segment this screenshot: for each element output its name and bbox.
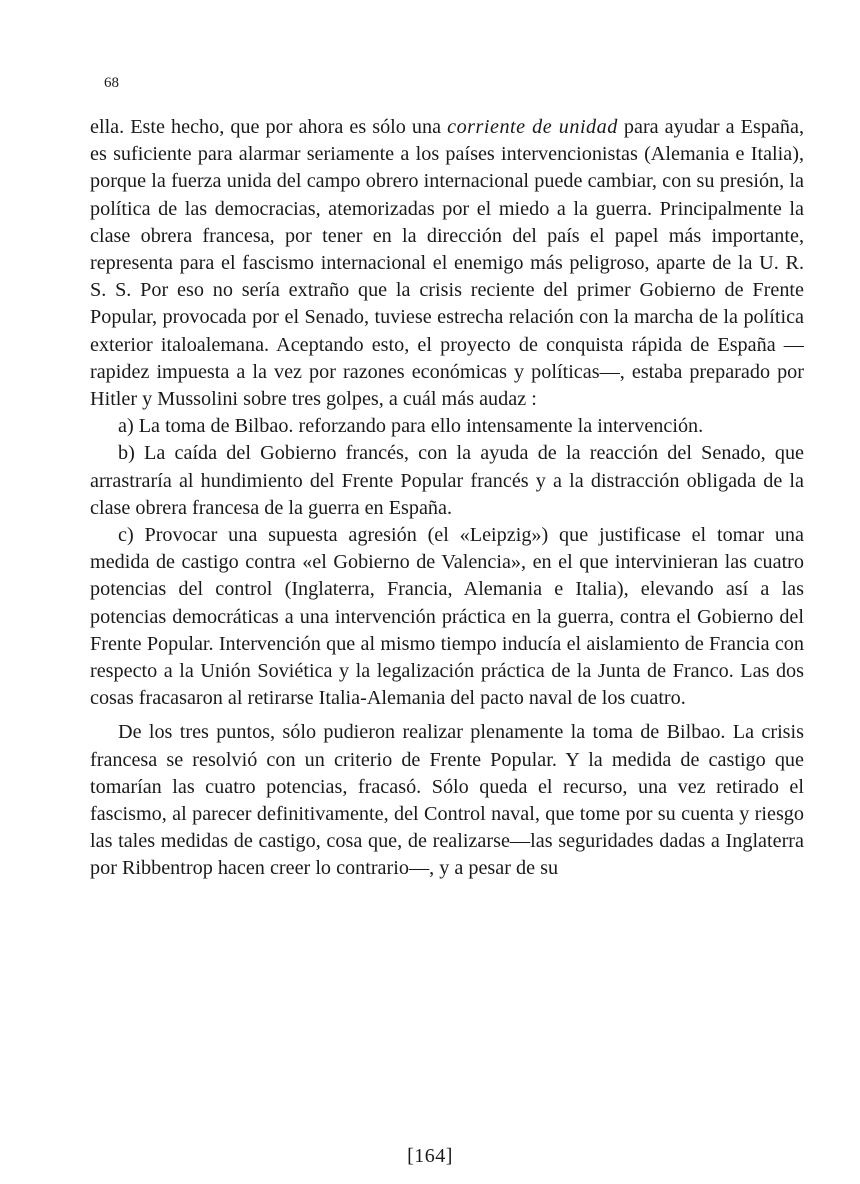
paragraph-intro-end: para ayudar a España, es suficiente para alarmar seriamente a los países intervencionistas (Alemania e Italia), porque la fuerza unida del campo obrero internacional puede cambiar, con su presión, la política de las democracias, atemorizadas por el miedo a la guerra. Principalmente la clase obrera francesa, por tener en la dirección del país el papel más importante, representa para el fascismo internacional el enemigo más peligroso, aparte de la U. R. S. S. Por eso no sería extraño que la crisis reciente del primer Gobierno de Frente Popular, provocada por el Senado, tuviese estrecha relación con la marcha de la política exterior italoalemana. Aceptando esto, el proyecto de conquista rápida de España —rapidez impuesta a la vez por razones económicas y políticas—, estaba preparado por Hitler y Mussolini sobre tres golpes, a cuál más audaz : bbox=[90, 116, 804, 411]
italic-phrase: corriente de unidad bbox=[447, 116, 618, 138]
paragraph-final: De los tres puntos, sólo pudieron realizar plenamente la toma de Bilbao. La crisis francesa se resolvió con un criterio de Frente Popular. Y la medida de castigo que tomarían las cuatro potencias, fracasó. Sólo queda el recurso, una vez retirado el fascismo, al parecer definitivamente, del Control naval, que tome por su cuenta y riesgo las tales medidas de castigo, cosa que, de realizarse—las seguridades dadas a Inglaterra por Ribbentrop hacen creer lo contrario—, y a pesar de su bbox=[90, 721, 804, 880]
footer-page-number: [164] bbox=[407, 1145, 453, 1167]
list-item-b: b) La caída del Gobierno francés, con la ayuda de la reacción del Senado, que arrastraría al hundimiento del Frente Popular francés y a la distracción obligada de la clase obrera francesa de la guerra en España. bbox=[90, 442, 804, 519]
body-text bbox=[90, 114, 804, 883]
list-item-c: c) Provocar una supuesta agresión (el «Leipzig») que justificase el tomar una medida de castigo contra «el Gobierno de Valencia», en el que intervinieran las cuatro potencias del control (Inglaterra, Francia, Alemania e Italia), elevando así a las potencias democráticas a una intervención práctica en la guerra, contra el Gobierno del Frente Popular. Intervención que al mismo tiempo inducía el aislamiento de Francia con respecto a la Unión Soviética y la legalización práctica de la Junta de Franco. Las dos cosas fracasaron al retirarse Italia-Alemania del pacto naval de los cuatro. bbox=[90, 524, 804, 710]
page-number: 68 bbox=[104, 75, 119, 91]
list-item-a: a) La toma de Bilbao. reforzando para ello intensamente la intervención. bbox=[118, 415, 704, 438]
paragraph-intro bbox=[90, 114, 804, 413]
paragraph-intro-start: ella. Este hecho, que por ahora es sólo una bbox=[90, 116, 448, 138]
